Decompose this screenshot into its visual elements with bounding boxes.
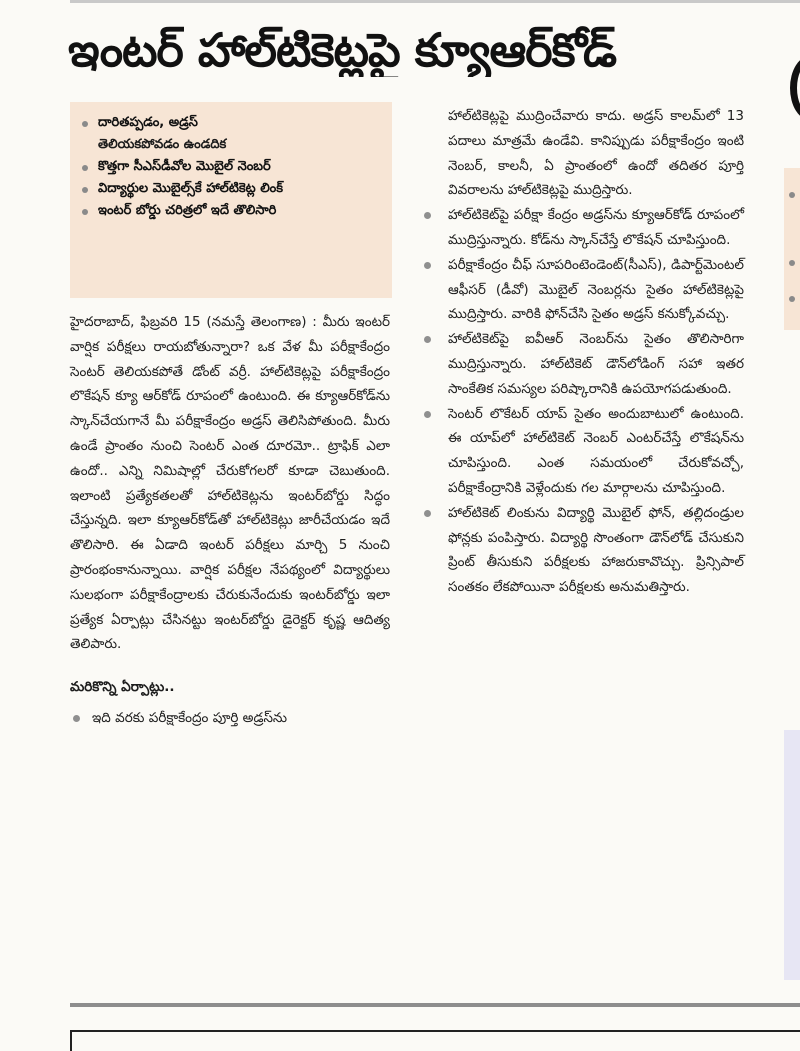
bullet-dot-icon <box>424 212 431 219</box>
bottom-divider <box>70 1003 800 1007</box>
highlights-box <box>70 102 392 298</box>
adjacent-side-panel <box>784 730 800 980</box>
bullet-paragraph: సెంటర్ లొకేటర్ యాప్ సైతం అందుబాటులో ఉంటుంది. ఈ యాప్‌లో హాల్‌టికెట్ నెంబర్ ఎంటర్‌చేస్తే లొకేషన్‌ను చూపిస్తుంది. ఎంత సమయంలో చేరుకోవచ్చో, పరీక్షాకేంద్రానికి వెళ్లేందుకు గల మార్గాలను చూపిస్తుంది. <box>420 402 744 501</box>
continued-paragraph: హాల్‌టికెట్లపై ముద్రించేవారు కాదు. అడ్రస్ కాలమ్‌లో 13 పదాలు మాత్రమే ఉండేవి. కానిప్పుడు పరీక్షాకేంద్రం ఇంటి నెంబర్, కాలనీ, ఏ ప్రాంతంలో ఉందో తదితర పూర్తి వివరాలను హాల్‌టికెట్లపై ముద్రిస్తారు. <box>448 108 744 199</box>
highlight-item: కొత్తగా సీఎస్‌డీవోల మొబైల్ నెంబర్ <box>80 156 386 178</box>
adjacent-article-fragment <box>784 0 800 990</box>
highlight-item-continuation: తెలియకపోవడం ఉండదిక <box>98 137 227 152</box>
bullet-paragraph: హాల్‌టికెట్‌పై పరీక్షా కేంద్రం అడ్రస్‌ను క్యూఆర్‌కోడ్ రూపంలో ముద్రిస్తున్నారు. కోడ్‌ను స్కాన్‌చేస్తే లొకేషన్ చూపిస్తుంది. <box>420 203 744 253</box>
bullet-paragraph: పరీక్షాకేంద్రం చీఫ్ సూపరింటెండెంట్(సీఎస్), డిపార్ట్‌మెంటల్ ఆఫీసర్ (డీవో) మొబైల్ నెంబర్లను సైతం హాల్‌టికెట్లపై ముద్రిస్తారు. వారికి ఫోన్‌చేసి సైతం అడ్రస్ కనుక్కోవచ్చు. <box>420 253 744 327</box>
bullet-paragraph: ఇది వరకు పరీక్షాకేంద్రం పూర్తి అడ్రస్‌ను <box>70 706 390 731</box>
article-column-1 <box>70 310 390 731</box>
bullet-paragraph: హాల్‌టికెట్‌పై ఐవీఆర్ నెంబర్‌ను సైతం తొలిసారిగా ముద్రిస్తున్నారు. హాల్‌టికెట్ డౌన్‌లోడింగ్ సహా ఇతర సాంకేతిక సమస్యల పరిష్కారానికి ఉపయోగపడుతుంది. <box>420 327 744 401</box>
subheading: మరికొన్ని ఏర్పాట్లు.. <box>70 679 175 696</box>
bullet-dot-icon <box>424 262 431 269</box>
bullet-dot-icon <box>73 715 80 722</box>
headline: ఇంటర్ హాల్‌టికెట్లపై క్యూఆర్‌కోడ్ <box>68 24 617 77</box>
top-divider <box>70 0 800 3</box>
bullet-paragraph: హాల్‌టికెట్ లింకును విద్యార్థి మొబైల్ ఫోన్, తల్లిదండ్రుల ఫోన్లకు పంపిస్తారు. విద్యార్థి సొంతంగా డౌన్‌లోడ్ చేసుకుని ప్రింట్ తీసుకుని పరీక్షలకు హాజరుకావొచ్చు. ప్రిన్సిపాల్ సంతకం లేకపోయినా పరీక్షలకు అనుమతిస్తారు. <box>420 501 744 600</box>
bullet-dot-icon <box>424 510 431 517</box>
highlight-item: ఇంటర్ బోర్డు చరిత్రలో ఇదే తొలిసారి <box>80 200 386 222</box>
highlights-list <box>80 112 386 222</box>
article-column-2 <box>420 104 744 600</box>
bullet-dot-icon <box>424 336 431 343</box>
adjacent-logo-fragment <box>790 56 800 120</box>
lead-paragraph: హైదరాబాద్, ఫిబ్రవరి 15 (నమస్తే తెలంగాణ) : మీరు ఇంటర్ వార్షిక పరీక్షలు రాయబోతున్నారా? ఒక వేళ మీ పరీక్షాకేంద్రం సెంటర్ తెలియకపోతే డోంట్ వర్రీ. హాల్‌టికెట్లపై పరీక్షాకేంద్రం లొకేషన్ క్యూ ఆర్‌కోడ్ రూపంలో ఉంటుంది. ఈ క్యూఆర్‌కోడ్‌ను స్కాన్‌చేయగానే మీ పరీక్షాకేంద్రం అడ్రస్ తెలిసిపోతుంది. మీరు ఉండే ప్రాంతం నుంచి సెంటర్ ఎంత దూరమో.. ట్రాఫిక్ ఎలా ఉందో.. ఎన్ని నిమిషాల్లో చేరుకోగలరో కూడా చెబుతుంది. ఇలాంటి ప్రత్యేకతలతో హాల్‌టికెట్లను ఇంటర్‌బోర్డు సిద్ధం చేస్తున్నది. ఇలా క్యూఆర్‌కోడ్‌తో హాల్‌టికెట్లు జారీచేయడం ఇదే తొలిసారి. ఈ ఏడాది ఇంటర్ పరీక్షలు మార్చి 5 నుంచి ప్రారంభంకానున్నాయి. వార్షిక పరీక్షల నేపథ్యంలో విద్యార్థులు సులభంగా పరీక్షాకేంద్రాలకు చేరుకునేందుకు ఇంటర్‌బోర్డు ఇలా ప్రత్యేక ఏర్పాట్లు చేసినట్టు ఇంటర్‌బోర్డు డైరెక్టర్ కృష్ణ ఆదిత్య తెలిపారు. <box>70 314 390 653</box>
bullet-dot-icon <box>424 411 431 418</box>
highlight-item: దారితప్పడం, అడ్రస్ <box>80 112 386 134</box>
adjacent-highlight-box <box>784 168 800 330</box>
next-article-frame <box>70 1030 800 1051</box>
highlight-item: విద్యార్థుల మొబైల్స్‌కే హాల్‌టికెట్ల లింక్ <box>80 178 386 200</box>
